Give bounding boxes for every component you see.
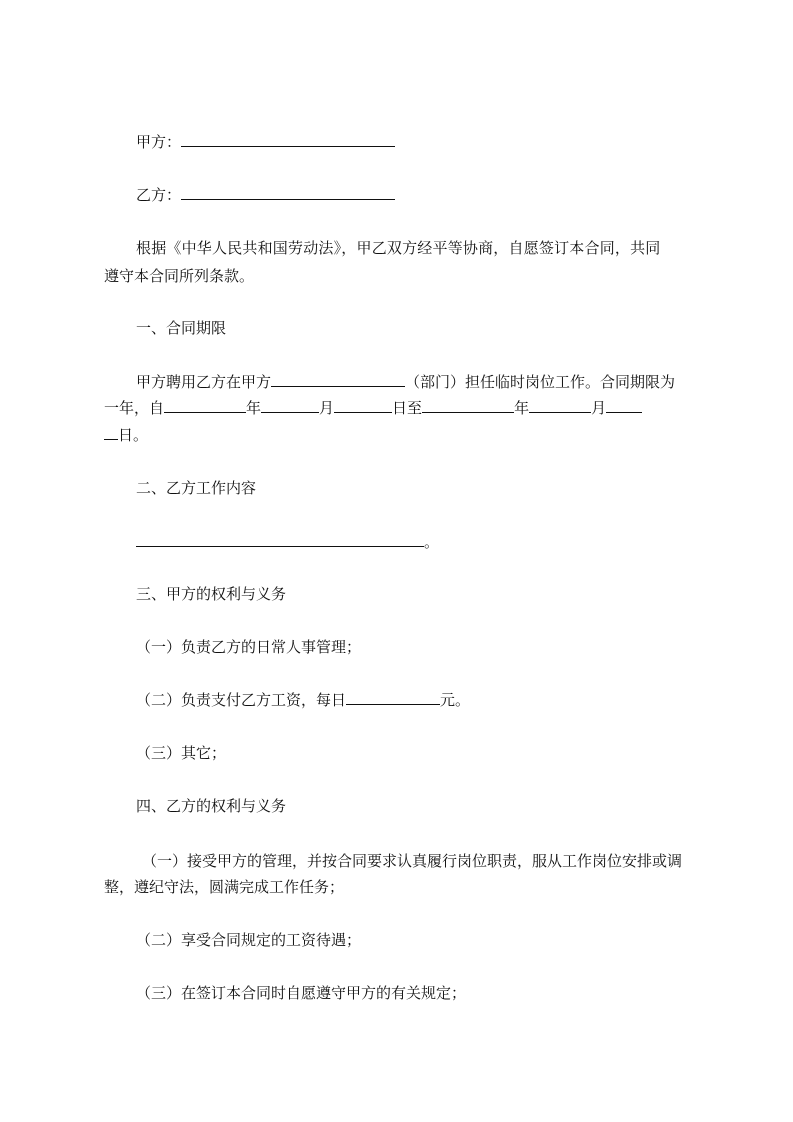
section-3-item-2	[136, 690, 470, 710]
section-1-line-1	[136, 372, 675, 392]
section-4-item-1-line-1: （一）接受甲方的管理，并按合同要求认真履行岗位职责，服从工作岗位安排或调	[142, 852, 683, 870]
start-month-label: 月	[319, 399, 335, 417]
party-b-blank[interactable]	[181, 185, 395, 200]
intro-line-2: 遵守本合同所列条款。	[104, 267, 255, 285]
end-day-label: 日。	[118, 426, 149, 444]
section-1-line-2	[104, 398, 642, 418]
end-year-blank[interactable]	[422, 398, 514, 413]
party-a-row	[136, 132, 395, 152]
work-content-blank[interactable]	[136, 532, 424, 547]
start-year-label: 年	[246, 399, 262, 417]
department-blank[interactable]	[271, 372, 405, 387]
wage-text: （二）负责支付乙方工资，每日	[136, 691, 347, 709]
start-day-label: 日至	[392, 399, 423, 417]
section-1-text-b: （部门）担任临时岗位工作。合同期限为	[405, 373, 676, 391]
section-3-item-3: （三）其它；	[136, 744, 227, 762]
start-day-blank[interactable]	[334, 398, 392, 413]
section-4-item-2: （二）享受合同规定的工资待遇；	[136, 931, 362, 949]
section-4-heading: 四、乙方的权利与义务	[136, 797, 287, 815]
end-year-label: 年	[514, 399, 530, 417]
end-day-blank-part-2[interactable]	[104, 425, 118, 440]
start-month-blank[interactable]	[261, 398, 319, 413]
end-month-label: 月	[591, 399, 607, 417]
wage-unit: 元。	[440, 691, 471, 709]
daily-wage-blank[interactable]	[346, 690, 440, 705]
party-b-label: 乙方：	[136, 186, 182, 204]
work-content-end: 。	[424, 533, 440, 551]
section-3-item-1: （一）负责乙方的日常人事管理；	[136, 638, 362, 656]
end-month-blank[interactable]	[529, 398, 591, 413]
end-day-blank-part-1[interactable]	[606, 398, 642, 413]
party-a-label: 甲方：	[136, 133, 182, 151]
section-1-line-3	[104, 425, 148, 445]
party-a-blank[interactable]	[181, 132, 395, 147]
section-4-item-1-line-2: 整，遵纪守法，圆满完成工作任务；	[104, 878, 345, 896]
party-b-row	[136, 185, 395, 205]
section-4-item-3: （三）在签订本合同时自愿遵守甲方的有关规定；	[136, 984, 467, 1002]
intro-line-1: 根据《中华人民共和国劳动法》，甲乙双方经平等协商，自愿签订本合同，共同	[136, 239, 661, 257]
start-year-blank[interactable]	[164, 398, 246, 413]
work-content-row	[136, 532, 439, 552]
section-1-heading: 一、合同期限	[136, 319, 227, 337]
section-3-heading: 三、甲方的权利与义务	[136, 585, 287, 603]
section-1-text-a: 甲方聘用乙方在甲方	[136, 373, 272, 391]
term-text-one-year: 一年，自	[104, 399, 165, 417]
section-2-heading: 二、乙方工作内容	[136, 479, 257, 497]
